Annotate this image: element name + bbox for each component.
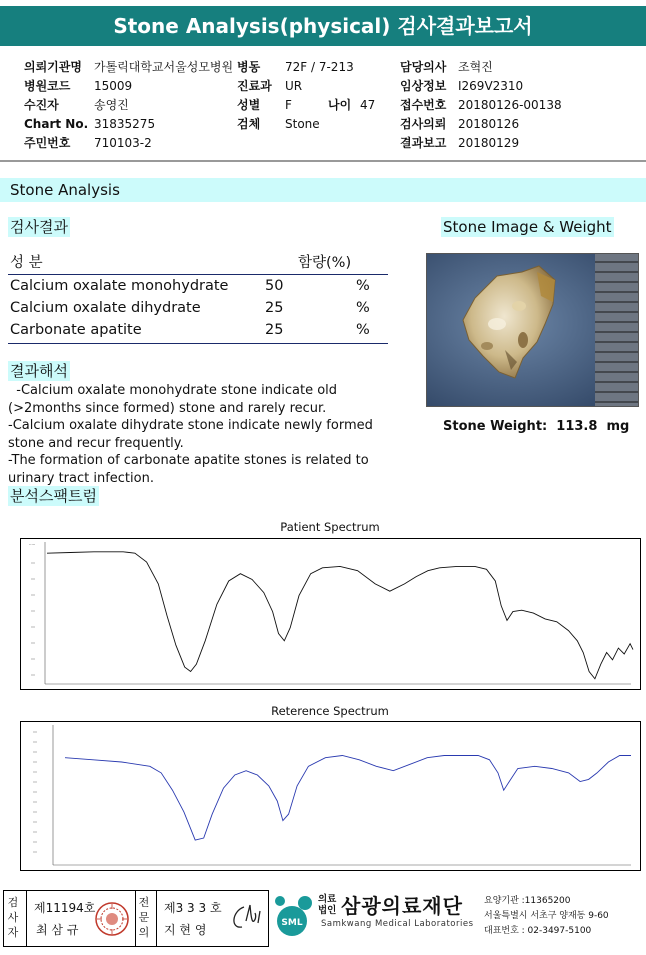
header-row: 의뢰기관명 가톨릭대학교서울성모병원 bbox=[24, 60, 234, 74]
header-row: 검체 Stone bbox=[237, 117, 320, 131]
header-row: 주민번호 710103-2 bbox=[24, 136, 152, 150]
header-divider bbox=[0, 160, 646, 162]
org-info: 요양기관 :11365200 서울특별시 서초구 양재동 9-60 대표번호 : 02-3497-5100 bbox=[484, 896, 609, 936]
patient-series-line bbox=[47, 552, 633, 679]
col-content: 함량(%) bbox=[298, 255, 352, 271]
header-row: Chart No. 31835275 bbox=[24, 117, 156, 131]
stone-analysis-bar: Stone Analysis bbox=[0, 178, 646, 202]
reference-spectrum-title: Reterence Spectrum bbox=[271, 704, 389, 718]
org-english: Samkwang Medical Laboratories bbox=[321, 919, 474, 929]
header-row: 접수번호 20180126-00138 bbox=[400, 98, 562, 112]
specialist-license: 제3 3 3 호 bbox=[164, 901, 222, 915]
stone-photo bbox=[426, 253, 639, 407]
header-row: 병원코드 15009 bbox=[24, 79, 133, 93]
col-component: 성 분 bbox=[10, 255, 43, 271]
stone-image-title: Stone Image & Weight bbox=[443, 218, 612, 236]
table-row: Carbonate apatite 25 % bbox=[10, 322, 370, 338]
stone-weight-label: Stone Weight: bbox=[443, 419, 548, 434]
inspector-license: 제11194호 bbox=[34, 901, 96, 915]
header-row: 담당의사 조혁진 bbox=[400, 60, 493, 74]
patient-spectrum-title: Patient Spectrum bbox=[280, 520, 380, 534]
y-ticks bbox=[33, 732, 37, 852]
interpretation-line: -The formation of carbonate apatite stones is related to bbox=[8, 453, 369, 468]
specialist-name: 지 현 영 bbox=[164, 923, 207, 937]
result-table bbox=[8, 252, 388, 344]
logo-text: SML bbox=[281, 918, 303, 928]
table-row: Calcium oxalate dihydrate 25 % bbox=[10, 300, 370, 316]
interpretation-text bbox=[8, 382, 398, 487]
result-title: 검사결과 bbox=[10, 218, 68, 236]
footer-divider bbox=[156, 891, 157, 946]
reference-series-line bbox=[65, 756, 631, 841]
table-header bbox=[8, 252, 388, 274]
reference-spectrum-frame bbox=[20, 721, 641, 871]
specialist-label: 전문의 bbox=[138, 896, 150, 939]
reference-spectrum-chart bbox=[21, 722, 640, 870]
sml-logo-icon bbox=[272, 891, 318, 945]
footer-signature-box bbox=[3, 890, 269, 947]
interpretation-line: stone and recur frequently. bbox=[8, 435, 184, 451]
stone-weight bbox=[443, 419, 629, 434]
stone-weight-unit: mg bbox=[606, 419, 630, 434]
interpretation-title: 결과해석 bbox=[10, 362, 68, 380]
header-row: 진료과 UR bbox=[237, 79, 303, 93]
header-row: 결과보고 20180129 bbox=[400, 136, 520, 150]
interpretation-line: -Calcium oxalate monohydrate stone indicate old bbox=[8, 383, 338, 398]
header-col3 bbox=[400, 56, 640, 151]
org-prefix: 의료 법인 bbox=[318, 894, 337, 916]
footer-divider bbox=[135, 891, 136, 946]
patient-spectrum-chart bbox=[21, 539, 640, 689]
patient-spectrum-frame bbox=[20, 538, 641, 690]
report-title: Stone Analysis(physical) 검사결과보고서 bbox=[0, 6, 646, 46]
inspector-name: 최 삼 규 bbox=[36, 923, 79, 937]
age-field: 나이 47 bbox=[328, 98, 376, 112]
table-rule bbox=[8, 343, 388, 344]
chart-corner-label: ····· bbox=[29, 542, 36, 547]
interpretation-line: -Calcium oxalate dihydrate stone indicate newly formed bbox=[8, 418, 373, 433]
stone-weight-value: 113.8 bbox=[556, 419, 598, 434]
y-ticks bbox=[31, 563, 35, 675]
signature-icon bbox=[224, 897, 266, 941]
header-row: 임상정보 I269V2310 bbox=[400, 79, 524, 93]
table-row: Calcium oxalate monohydrate 50 % bbox=[10, 278, 370, 294]
header-row: 검사의뢰 20180126 bbox=[400, 117, 520, 131]
spectrum-title: 분석스팩트럼 bbox=[10, 487, 97, 505]
header-row: 수진자 송영진 bbox=[24, 98, 129, 112]
interpretation-line: (>2months since formed) stone and rarely recur. bbox=[8, 400, 327, 416]
header-row: 성별 F bbox=[237, 98, 292, 112]
footer-divider bbox=[26, 891, 27, 946]
header-row: 병동 72F / 7-213 bbox=[237, 60, 354, 74]
inspector-label: 검사자 bbox=[7, 896, 19, 939]
org-name: 삼광의료재단 bbox=[341, 894, 463, 918]
interpretation-line: urinary tract infection. bbox=[8, 470, 154, 486]
seal-icon bbox=[94, 901, 130, 941]
